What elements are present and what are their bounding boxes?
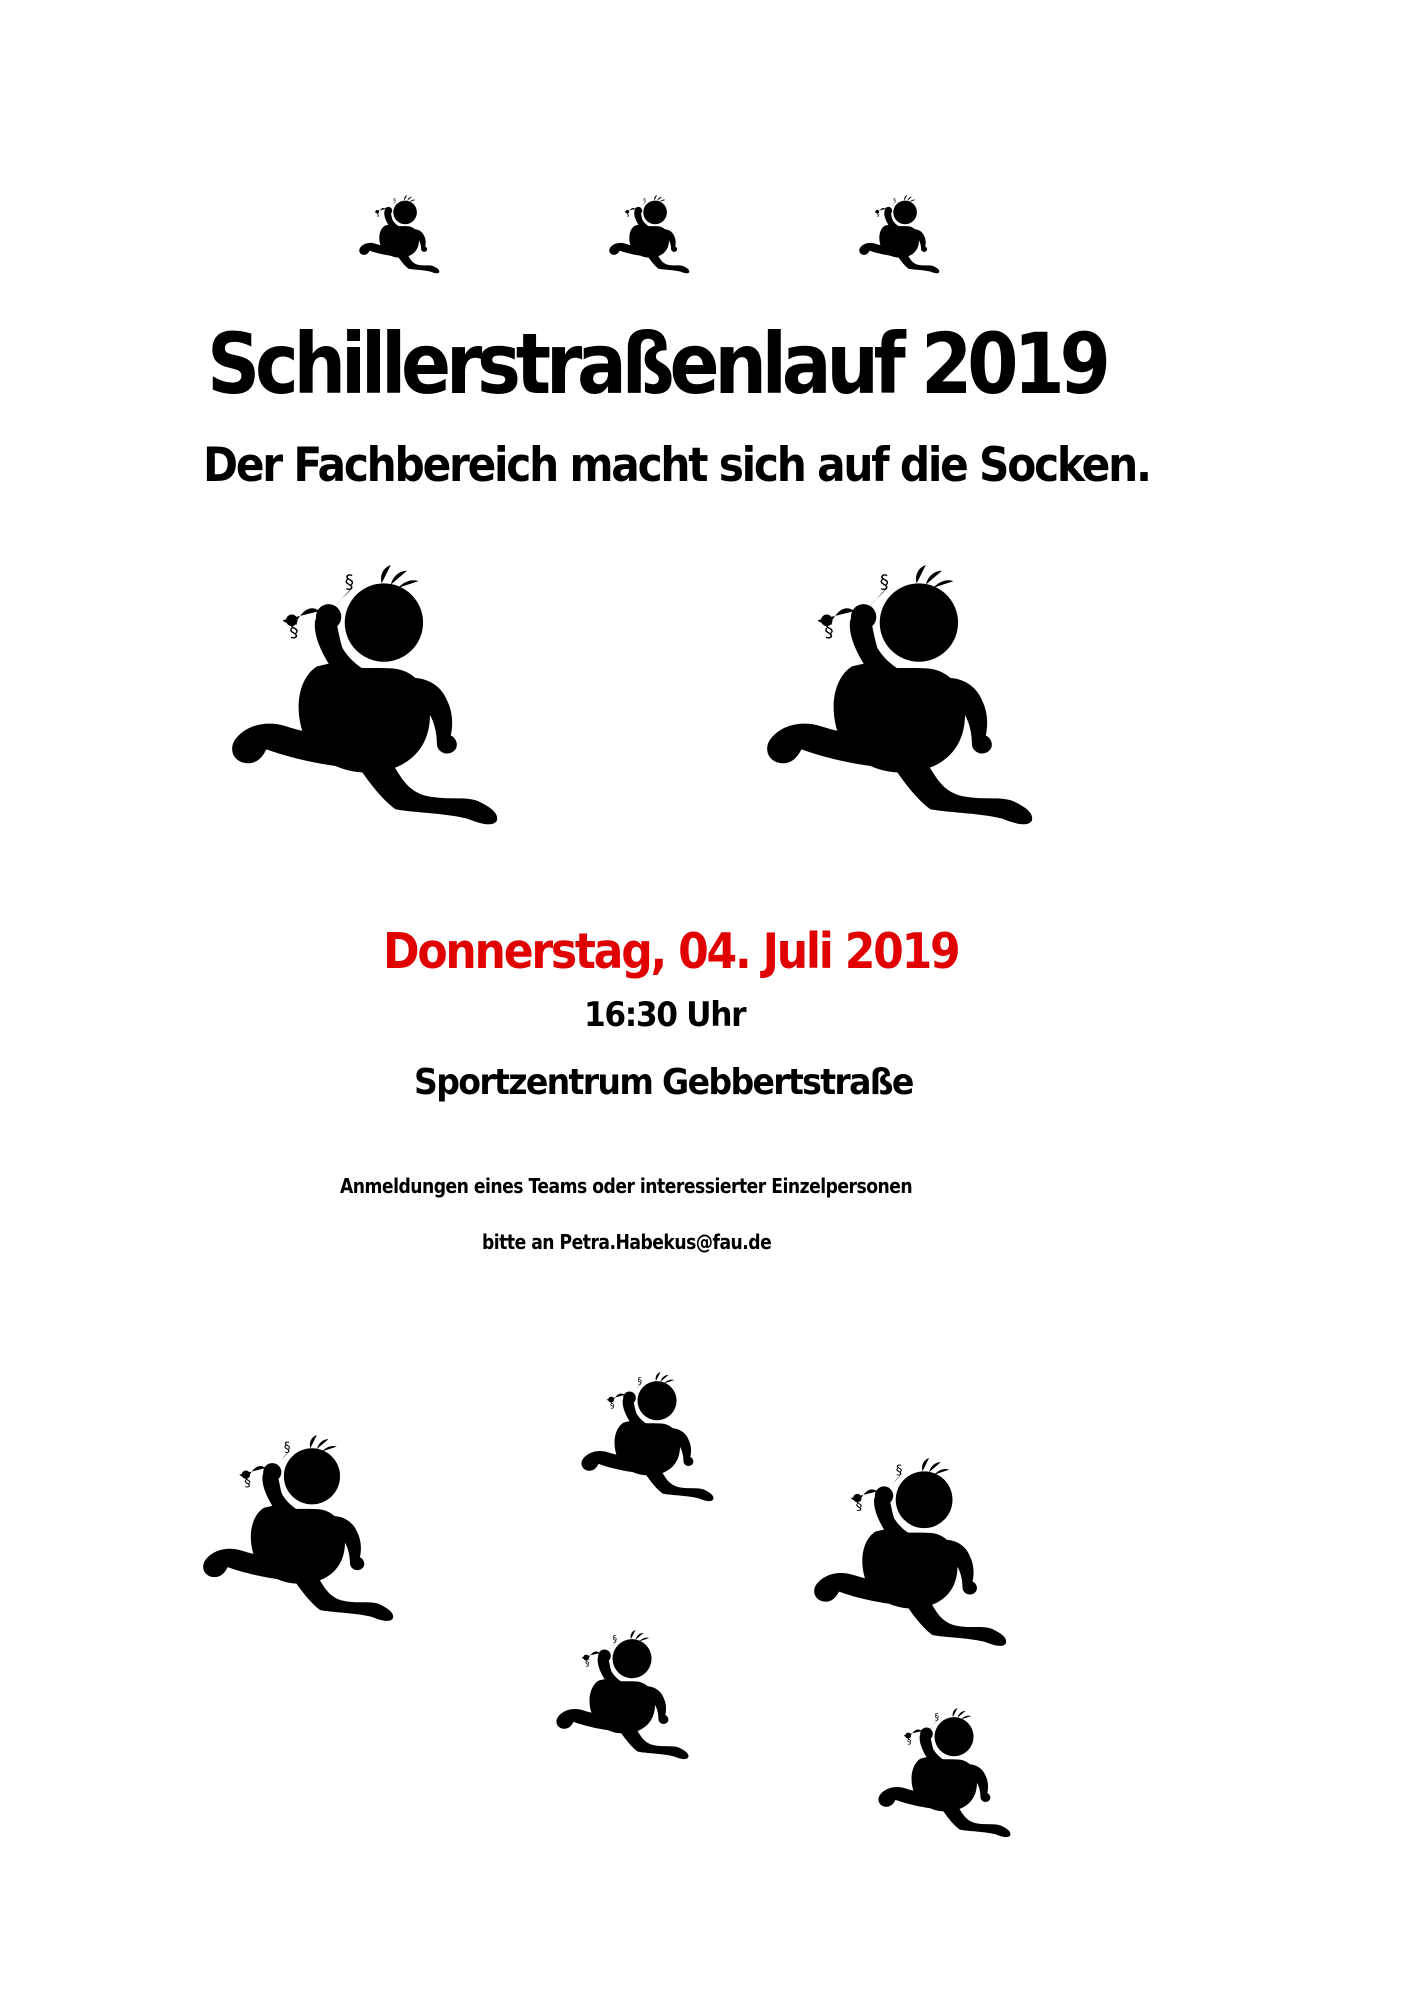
runner-icon [862,1708,1092,1840]
runner-icon [565,1372,795,1504]
event-date: Donnerstag, 04. Juli 2019 [383,923,959,980]
registration-text: Anmeldungen eines Teams oder interessierter Einzelpersonen [340,1174,913,1198]
runner-icon [598,195,740,275]
runner-icon [348,195,490,275]
event-location: Sportzentrum Gebbertstraße [414,1062,913,1103]
event-time: 16:30 Uhr [584,995,746,1035]
poster-title: Schillerstraßenlauf 2019 [207,315,1106,413]
runner-icon [540,1630,770,1762]
runner-icon [180,1435,510,1625]
registration-contact: bitte an Petra.Habekus@fau.de [482,1230,772,1254]
runner-icon [735,565,1195,830]
runner-icon [848,195,990,275]
runner-icon [200,565,660,830]
poster-subtitle: Der Fachbereich macht sich auf die Socken. [203,438,1150,493]
runner-icon [790,1458,1125,1650]
